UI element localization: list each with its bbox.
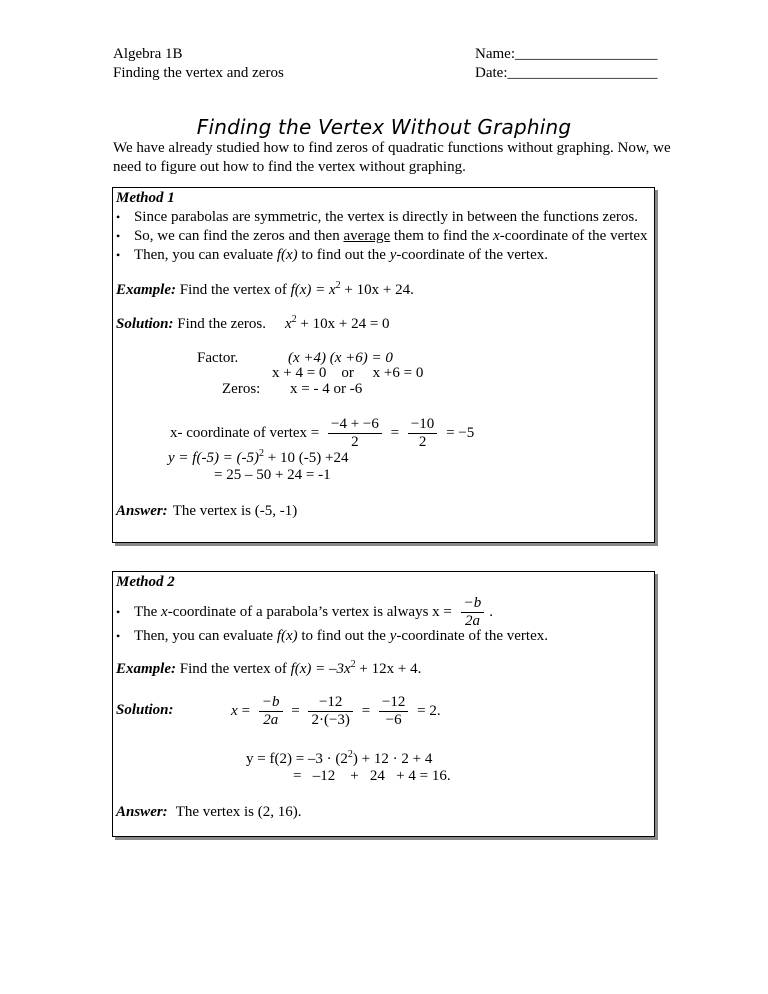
bullet-icon: •	[116, 229, 121, 243]
bullet-icon: •	[116, 248, 121, 262]
fraction: $\frac{-b}{2a}$	[259, 694, 283, 729]
method-2-x-formula: x = $\frac{-b}{2a}$ = $\frac{-12}{2\cdot(-3)}$ = $\frac{-12}{-6}$ = 2.	[231, 694, 441, 728]
fraction: $\frac{-b}{2a}$	[461, 595, 485, 630]
method-1-heading: Method 1	[116, 190, 175, 206]
method-2-solution-label: Solution:	[116, 702, 174, 718]
bullet-icon: •	[116, 629, 121, 643]
fraction: $\frac{-4 + -6}{2}$	[328, 416, 382, 451]
method-1-answer: Answer: The vertex is (-5, -1)	[116, 503, 298, 519]
method-1-bullet-2: • So, we can find the zeros and then average them to find the x-coordinate of the vertex	[116, 228, 648, 244]
x-coordinate-line: x- coordinate of vertex = $\frac{-4 + -6}{2}$ = $\frac{-10}{2}$ = −5	[170, 416, 475, 450]
method-2-y-evaluation-2: = –12 + 24 + 4 = 16.	[293, 768, 451, 784]
y-evaluation-line-2: = 25 – 50 + 24 = -1	[214, 467, 331, 483]
zero-equations: x + 4 = 0 or x +6 = 0	[272, 365, 424, 381]
fraction: $\frac{-12}{-6}$	[379, 694, 408, 729]
method-1-bullet-3: • Then, you can evaluate f(x) to find out the y-coordinate of the vertex.	[116, 247, 548, 263]
page-title: Finding the Vertex Without Graphing	[196, 115, 572, 139]
factor-equation: (x +4) (x +6) = 0	[288, 350, 393, 366]
method-2-example: Example: Find the vertex of $f(x) = -3x^2 + 12x + 4$.	[116, 659, 422, 677]
fraction: $\frac{-12}{2\cdot(-3)}$	[308, 694, 352, 729]
bullet-icon: •	[116, 210, 121, 224]
y-evaluation-line-1: $y = f(-5) = (-5)^2 + 10$ (-5) +24	[168, 448, 349, 466]
name-field: Name:___________________	[475, 46, 658, 62]
bullet-icon: •	[116, 604, 121, 619]
method-2-y-evaluation-1: $y = f(2) = -3 \cdot (2^2) + 12 \cdot 2 + 4$	[246, 749, 433, 767]
factor-label: Factor.	[197, 350, 239, 366]
method-2-bullet-2: • Then, you can evaluate f(x) to find out the y-coordinate of the vertex.	[116, 628, 548, 644]
course-label: Algebra 1B	[113, 46, 183, 62]
intro-line-1: We have already studied how to find zeros of quadratic functions without graphing. Now, we	[113, 140, 671, 156]
date-field: Date:____________________	[475, 65, 658, 81]
method-1-equation-1: $x^2 + 10x + 24 = 0$	[285, 314, 390, 332]
zeros-label: Zeros:	[222, 381, 261, 397]
zeros-value: x = - 4 or -6	[290, 381, 363, 397]
method-1-bullet-1: • Since parabolas are symmetric, the vertex is directly in between the functions zeros.	[116, 209, 638, 225]
method-2-bullet-1: • The x-coordinate of a parabola’s vertex is always x = $\frac{-b}{2a}$ .	[116, 595, 494, 629]
method-1-solution: Solution: Find the zeros.	[116, 316, 267, 332]
intro-line-2: need to figure out how to find the vertex without graphing.	[113, 159, 466, 175]
method-2-answer: Answer: The vertex is (2, 16).	[116, 804, 302, 820]
topic-label: Finding the vertex and zeros	[113, 65, 284, 81]
fraction: $\frac{-10}{2}$	[408, 416, 437, 451]
method-2-heading: Method 2	[116, 574, 175, 590]
method-1-example: Example: Find the vertex of $f(x) = x^2 + 10x + 24$.	[116, 280, 414, 298]
